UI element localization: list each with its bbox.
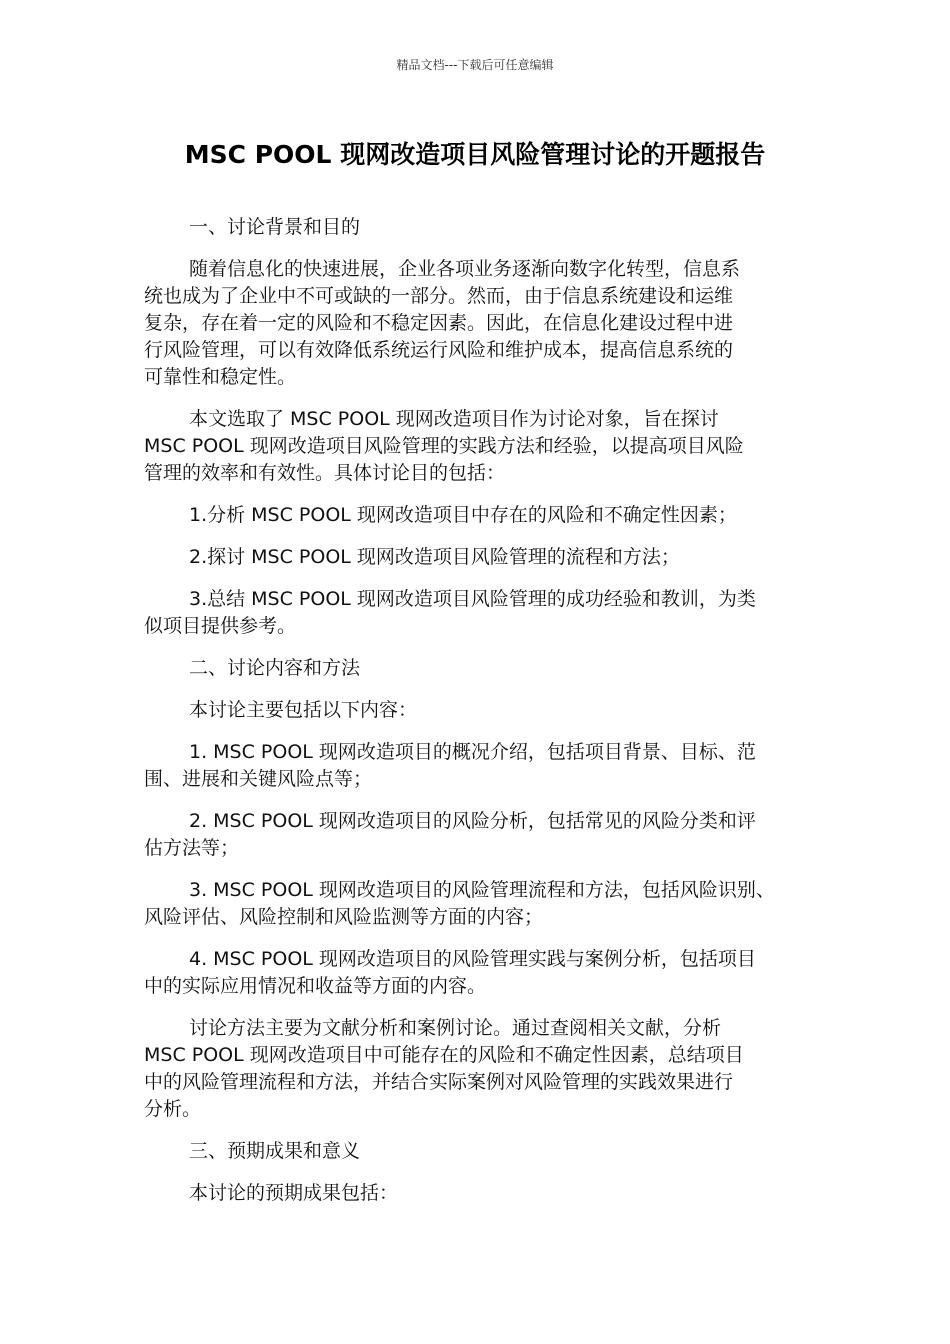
- paragraph-line: 似项目提供参考。: [144, 615, 297, 637]
- paragraph: [144, 256, 809, 391]
- paragraph: [144, 655, 809, 682]
- paragraph-line: 中的实际应用情况和收益等方面的内容。: [144, 975, 487, 997]
- paragraph-line: 行风险管理，可以有效降低系统运行风险和维护成本，提高信息系统的: [144, 339, 734, 361]
- paragraph-line: 讨论方法主要为文献分析和案例讨论。通过查阅相关文献，分析: [189, 1017, 722, 1039]
- paragraph-line: 中的风险管理流程和方法，并结合实际案例对风险管理的实践效果进行: [144, 1071, 734, 1093]
- paragraph-line: MSC POOL 现网改造项目中可能存在的风险和不确定性因素，总结项目: [144, 1044, 744, 1066]
- paragraph-line: 2. MSC POOL 现网改造项目的风险分析，包括常见的风险分类和评: [189, 810, 756, 832]
- paragraph: [144, 544, 809, 571]
- paragraph-line: 管理的效率和有效性。具体讨论目的包括：: [144, 462, 506, 484]
- paragraph-line: 统也成为了企业中不可或缺的一部分。然而，由于信息系统建设和运维: [144, 285, 734, 307]
- paragraph-line: 可靠性和稳定性。: [144, 366, 297, 388]
- paragraph-line: 2.探讨 MSC POOL 现网改造项目风险管理的流程和方法；: [189, 546, 680, 568]
- paragraph: [144, 1138, 809, 1165]
- paragraph-line: 1.分析 MSC POOL 现网改造项目中存在的风险和不确定性因素；: [189, 504, 737, 526]
- paragraph-line: 3. MSC POOL 现网改造项目的风险管理流程和方法，包括风险识别、: [189, 879, 775, 901]
- paragraph: [144, 877, 809, 931]
- paragraph-line: 本讨论的预期成果包括：: [189, 1182, 399, 1204]
- paragraph-line: 复杂，存在着一定的风险和不稳定因素。因此，在信息化建设过程中进: [144, 312, 734, 334]
- paragraph-line: 随着信息化的快速进展，企业各项业务逐渐向数字化转型，信息系: [189, 258, 741, 280]
- paragraph-line: 围、进展和关键风险点等；: [144, 768, 373, 790]
- paragraph-line: 本讨论主要包括以下内容：: [189, 699, 418, 721]
- paragraph-line: 分析。: [144, 1098, 202, 1120]
- paragraph-line: 本文选取了 MSC POOL 现网改造项目作为讨论对象，旨在探讨: [189, 408, 719, 430]
- paragraph: [144, 946, 809, 1000]
- paragraph-line: 三、预期成果和意义: [189, 1140, 361, 1162]
- document-body: [144, 214, 809, 1222]
- paragraph-line: 估方法等；: [144, 837, 240, 859]
- paragraph: [144, 1180, 809, 1207]
- paragraph-line: 3.总结 MSC POOL 现网改造项目风险管理的成功经验和教训，为类: [189, 588, 756, 610]
- paragraph-line: 1. MSC POOL 现网改造项目的概况介绍，包括项目背景、目标、范: [189, 741, 756, 763]
- paragraph-line: MSC POOL 现网改造项目风险管理的实践方法和经验，以提高项目风险: [144, 435, 744, 457]
- paragraph-line: 4. MSC POOL 现网改造项目的风险管理实践与案例分析，包括项目: [189, 948, 756, 970]
- paragraph: [144, 214, 809, 241]
- paragraph: [144, 586, 809, 640]
- paragraph: [144, 697, 809, 724]
- paragraph: [144, 739, 809, 793]
- paragraph: [144, 1015, 809, 1123]
- paragraph-line: 风险评估、风险控制和风险监测等方面的内容；: [144, 906, 544, 928]
- paragraph-line: 二、讨论内容和方法: [189, 657, 361, 679]
- paragraph: [144, 808, 809, 862]
- document-title: MSC POOL 现网改造项目风险管理讨论的开题报告: [184, 140, 766, 169]
- paragraph: [144, 406, 809, 487]
- paragraph-line: 一、讨论背景和目的: [189, 216, 361, 238]
- paragraph: [144, 502, 809, 529]
- page-header-note: 精品文档---下载后可任意编辑: [396, 58, 554, 72]
